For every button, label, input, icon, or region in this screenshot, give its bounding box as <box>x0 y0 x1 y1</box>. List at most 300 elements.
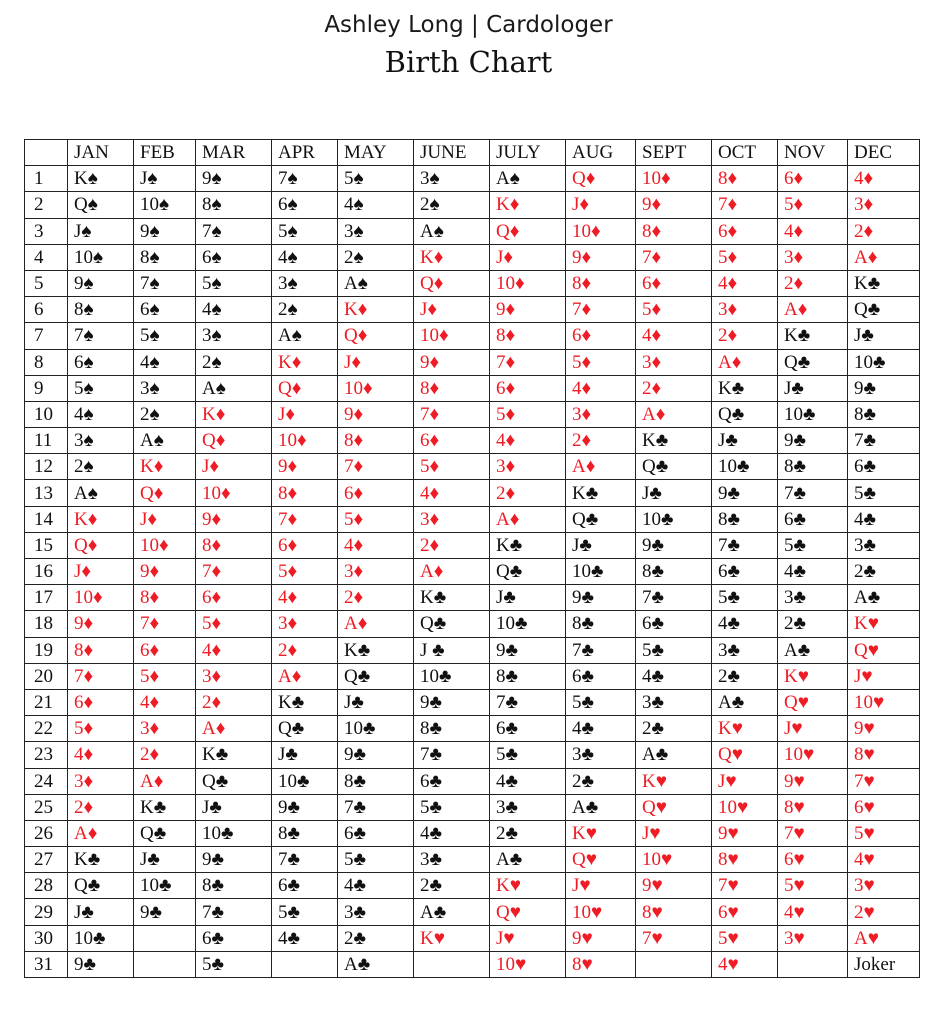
card-cell: 6♠ <box>68 349 134 375</box>
card-cell: K♣ <box>490 532 566 558</box>
card-cell: 10♥ <box>712 794 778 820</box>
day-number: 14 <box>25 506 68 532</box>
card-cell: 8♦ <box>490 323 566 349</box>
card-cell: 4♠ <box>134 349 196 375</box>
card-cell: J♥ <box>490 925 566 951</box>
card-cell: Q♦ <box>490 218 566 244</box>
day-number: 13 <box>25 480 68 506</box>
card-cell: 5♣ <box>338 847 414 873</box>
day-number: 29 <box>25 899 68 925</box>
card-cell: A♣ <box>778 637 848 663</box>
card-cell: 5♣ <box>272 899 338 925</box>
card-cell: 8♥ <box>848 742 920 768</box>
card-cell: 9♣ <box>566 585 636 611</box>
day-number: 24 <box>25 768 68 794</box>
card-cell: 8♥ <box>636 899 712 925</box>
card-cell: 3♣ <box>848 532 920 558</box>
card-cell: 9♦ <box>414 349 490 375</box>
card-cell: 7♥ <box>712 873 778 899</box>
card-cell: 7♦ <box>490 349 566 375</box>
card-cell <box>272 951 338 977</box>
card-cell: 2♦ <box>778 270 848 296</box>
card-cell: 7♣ <box>196 899 272 925</box>
card-cell: 6♦ <box>134 637 196 663</box>
card-cell: K♣ <box>272 689 338 715</box>
card-cell: 3♦ <box>778 244 848 270</box>
card-cell: K♥ <box>848 611 920 637</box>
card-cell: Q♣ <box>848 297 920 323</box>
card-cell: 7♣ <box>848 428 920 454</box>
card-cell: 4♥ <box>778 899 848 925</box>
card-cell: 4♦ <box>712 270 778 296</box>
card-cell: 5♦ <box>566 349 636 375</box>
card-cell: J♣ <box>636 480 712 506</box>
card-cell: K♦ <box>134 454 196 480</box>
card-cell: 3♦ <box>848 192 920 218</box>
card-cell: 5♦ <box>712 244 778 270</box>
card-cell: 8♣ <box>196 873 272 899</box>
month-header: JAN <box>68 140 134 166</box>
card-cell: J♦ <box>134 506 196 532</box>
card-cell: Q♣ <box>196 768 272 794</box>
card-cell: 5♦ <box>272 559 338 585</box>
card-cell: 4♣ <box>636 663 712 689</box>
card-cell: J♣ <box>68 899 134 925</box>
card-cell: 5♣ <box>566 689 636 715</box>
card-cell: 7♦ <box>712 192 778 218</box>
table-row <box>25 166 920 192</box>
card-cell: 4♦ <box>272 585 338 611</box>
table-row <box>25 820 920 846</box>
month-header: NOV <box>778 140 848 166</box>
card-cell: Q♣ <box>490 559 566 585</box>
card-cell: 2♦ <box>636 375 712 401</box>
card-cell: 6♠ <box>272 192 338 218</box>
card-cell: Q♣ <box>272 716 338 742</box>
card-cell: 2♥ <box>848 899 920 925</box>
table-row <box>25 454 920 480</box>
card-cell: 10♣ <box>414 663 490 689</box>
card-cell: 10♦ <box>68 585 134 611</box>
card-cell: 10♣ <box>636 506 712 532</box>
card-cell: 9♣ <box>490 637 566 663</box>
card-cell: 3♠ <box>272 270 338 296</box>
table-row <box>25 899 920 925</box>
card-cell: 8♣ <box>272 820 338 846</box>
card-cell: 2♦ <box>414 532 490 558</box>
day-number: 30 <box>25 925 68 951</box>
corner-cell <box>25 140 68 166</box>
card-cell: 5♦ <box>414 454 490 480</box>
card-cell: 6♣ <box>338 820 414 846</box>
card-cell: 4♣ <box>272 925 338 951</box>
card-cell: 10♣ <box>490 611 566 637</box>
card-cell: A♦ <box>272 663 338 689</box>
card-cell: K♥ <box>712 716 778 742</box>
day-number: 7 <box>25 323 68 349</box>
card-cell: 2♦ <box>566 428 636 454</box>
table-row <box>25 506 920 532</box>
card-cell: 7♣ <box>566 637 636 663</box>
day-number: 19 <box>25 637 68 663</box>
card-cell: K♣ <box>68 847 134 873</box>
card-cell: 6♣ <box>712 559 778 585</box>
card-cell: A♠ <box>196 375 272 401</box>
card-cell: 2♦ <box>490 480 566 506</box>
card-cell: 7♣ <box>338 794 414 820</box>
day-number: 27 <box>25 847 68 873</box>
card-cell: 3♦ <box>134 716 196 742</box>
day-number: 11 <box>25 428 68 454</box>
table-row <box>25 663 920 689</box>
card-cell: 6♣ <box>636 611 712 637</box>
card-cell: 4♦ <box>848 166 920 192</box>
card-cell: 3♣ <box>778 585 848 611</box>
day-number: 20 <box>25 663 68 689</box>
card-cell: 7♣ <box>490 689 566 715</box>
card-cell: 9♠ <box>68 270 134 296</box>
card-cell: 7♠ <box>272 166 338 192</box>
card-cell: A♦ <box>68 820 134 846</box>
card-cell: 8♦ <box>272 480 338 506</box>
card-cell: A♠ <box>490 166 566 192</box>
card-cell: J♦ <box>566 192 636 218</box>
card-cell: J♥ <box>712 768 778 794</box>
card-cell: A♦ <box>338 611 414 637</box>
card-cell: 4♦ <box>196 637 272 663</box>
card-cell: 4♥ <box>848 847 920 873</box>
card-cell: 4♣ <box>414 820 490 846</box>
day-number: 3 <box>25 218 68 244</box>
card-cell: A♦ <box>848 244 920 270</box>
card-cell: 5♠ <box>272 218 338 244</box>
card-cell: 7♦ <box>68 663 134 689</box>
card-cell: 6♥ <box>778 847 848 873</box>
card-cell: 10♦ <box>636 166 712 192</box>
day-number: 21 <box>25 689 68 715</box>
card-cell: 7♦ <box>134 611 196 637</box>
card-cell: J♦ <box>68 559 134 585</box>
card-cell: 6♣ <box>848 454 920 480</box>
card-cell: 3♣ <box>566 742 636 768</box>
card-cell: J♦ <box>414 297 490 323</box>
card-cell: 10♠ <box>68 244 134 270</box>
card-cell: 10♥ <box>848 689 920 715</box>
card-cell: 10♦ <box>196 480 272 506</box>
card-cell: 3♣ <box>490 794 566 820</box>
card-cell: 2♦ <box>338 585 414 611</box>
card-cell: K♣ <box>134 794 196 820</box>
card-cell: 8♠ <box>68 297 134 323</box>
card-cell: Q♥ <box>636 794 712 820</box>
table-row <box>25 873 920 899</box>
card-cell: 4♠ <box>338 192 414 218</box>
card-cell: Q♦ <box>134 480 196 506</box>
card-cell: 5♠ <box>196 270 272 296</box>
card-cell: 8♦ <box>636 218 712 244</box>
table-row <box>25 951 920 977</box>
card-cell: 5♣ <box>414 794 490 820</box>
table-row <box>25 585 920 611</box>
card-cell: 2♠ <box>338 244 414 270</box>
card-cell: 5♦ <box>490 401 566 427</box>
card-cell: 4♦ <box>338 532 414 558</box>
card-cell: 8♦ <box>68 637 134 663</box>
card-cell: 4♣ <box>778 559 848 585</box>
card-cell: 10♣ <box>566 559 636 585</box>
card-cell: 7♥ <box>778 820 848 846</box>
card-cell: Q♥ <box>490 899 566 925</box>
card-cell: 7♥ <box>636 925 712 951</box>
card-cell: J♣ <box>134 847 196 873</box>
card-cell: 8♠ <box>196 192 272 218</box>
card-cell: J♣ <box>490 585 566 611</box>
card-cell: 10♠ <box>134 192 196 218</box>
card-cell: 5♥ <box>778 873 848 899</box>
card-cell: A♠ <box>338 270 414 296</box>
card-cell: J♣ <box>848 323 920 349</box>
card-cell: 8♣ <box>566 611 636 637</box>
card-cell: 10♣ <box>848 349 920 375</box>
card-cell: 3♠ <box>414 166 490 192</box>
card-cell: 9♦ <box>134 559 196 585</box>
card-cell: 9♥ <box>848 716 920 742</box>
card-cell: Q♦ <box>566 166 636 192</box>
card-cell: J♥ <box>848 663 920 689</box>
card-cell: J♣ <box>778 375 848 401</box>
card-cell: 8♦ <box>414 375 490 401</box>
card-cell: 2♣ <box>566 768 636 794</box>
card-cell: K♣ <box>636 428 712 454</box>
day-number: 9 <box>25 375 68 401</box>
card-cell: Q♦ <box>196 428 272 454</box>
card-cell: 9♦ <box>68 611 134 637</box>
table-row <box>25 559 920 585</box>
card-cell: 10♥ <box>566 899 636 925</box>
card-cell: A♣ <box>338 951 414 977</box>
card-cell: A♣ <box>490 847 566 873</box>
card-cell: 3♦ <box>68 768 134 794</box>
card-cell: 4♦ <box>490 428 566 454</box>
card-cell: 2♠ <box>196 349 272 375</box>
card-cell: 3♦ <box>566 401 636 427</box>
day-number: 16 <box>25 559 68 585</box>
card-cell: 9♦ <box>338 401 414 427</box>
card-cell: 7♠ <box>68 323 134 349</box>
card-cell: 8♣ <box>778 454 848 480</box>
card-cell: 2♣ <box>848 559 920 585</box>
card-cell: K♦ <box>272 349 338 375</box>
card-cell: 8♥ <box>778 794 848 820</box>
card-cell: 2♦ <box>196 689 272 715</box>
card-cell: 6♦ <box>272 532 338 558</box>
day-number: 4 <box>25 244 68 270</box>
card-cell: 9♥ <box>778 768 848 794</box>
card-cell <box>636 951 712 977</box>
card-cell: 5♣ <box>712 585 778 611</box>
card-cell: 9♦ <box>490 297 566 323</box>
page-title: Birth Chart <box>384 45 553 79</box>
table-row <box>25 323 920 349</box>
month-header: FEB <box>134 140 196 166</box>
card-cell: 4♥ <box>712 951 778 977</box>
card-cell: 5♠ <box>134 323 196 349</box>
card-cell: Q♠ <box>68 192 134 218</box>
month-header: AUG <box>566 140 636 166</box>
card-cell: J♠ <box>134 166 196 192</box>
card-cell: 3♦ <box>490 454 566 480</box>
card-cell: A♣ <box>712 689 778 715</box>
card-cell: K♣ <box>196 742 272 768</box>
card-cell: 8♣ <box>414 716 490 742</box>
card-cell: 10♣ <box>196 820 272 846</box>
card-cell: 7♠ <box>196 218 272 244</box>
card-cell: 8♥ <box>566 951 636 977</box>
card-cell: J♣ <box>566 532 636 558</box>
card-cell: 2♣ <box>414 873 490 899</box>
card-cell: 9♣ <box>134 899 196 925</box>
card-cell: Q♥ <box>566 847 636 873</box>
card-cell: Q♣ <box>566 506 636 532</box>
card-cell: 9♦ <box>272 454 338 480</box>
card-cell: J ♣ <box>414 637 490 663</box>
card-cell: Q♥ <box>712 742 778 768</box>
card-cell: 6♦ <box>196 585 272 611</box>
card-cell: 8♠ <box>134 244 196 270</box>
card-cell: A♦ <box>566 454 636 480</box>
card-cell: 7♠ <box>134 270 196 296</box>
table-row <box>25 794 920 820</box>
card-cell: Q♦ <box>68 532 134 558</box>
card-cell: 6♣ <box>778 506 848 532</box>
card-cell: 5♣ <box>778 532 848 558</box>
card-cell: 10♦ <box>338 375 414 401</box>
day-number: 10 <box>25 401 68 427</box>
card-cell: 4♦ <box>68 742 134 768</box>
card-cell: 10♣ <box>68 925 134 951</box>
card-cell: 10♦ <box>566 218 636 244</box>
table-row <box>25 401 920 427</box>
card-cell: 9♠ <box>196 166 272 192</box>
card-cell: 9♣ <box>848 375 920 401</box>
card-cell: 7♣ <box>272 847 338 873</box>
card-cell: 7♦ <box>338 454 414 480</box>
day-number: 15 <box>25 532 68 558</box>
card-cell: J♦ <box>338 349 414 375</box>
card-cell: 10♥ <box>490 951 566 977</box>
card-cell: Q♣ <box>414 611 490 637</box>
card-cell: 6♣ <box>414 768 490 794</box>
card-cell: K♣ <box>566 480 636 506</box>
day-number: 17 <box>25 585 68 611</box>
card-cell: K♣ <box>414 585 490 611</box>
card-cell <box>414 951 490 977</box>
card-cell: 5♠ <box>338 166 414 192</box>
card-cell: K♦ <box>338 297 414 323</box>
card-cell: A♣ <box>636 742 712 768</box>
card-cell: 2♦ <box>68 794 134 820</box>
card-cell: 6♥ <box>848 794 920 820</box>
table-row <box>25 637 920 663</box>
card-cell: 2♠ <box>414 192 490 218</box>
card-cell: 2♣ <box>712 663 778 689</box>
table-row <box>25 532 920 558</box>
card-cell: K♠ <box>68 166 134 192</box>
month-header: MAR <box>196 140 272 166</box>
card-cell: 5♣ <box>196 951 272 977</box>
month-header: DEC <box>848 140 920 166</box>
card-cell: 3♦ <box>338 559 414 585</box>
card-cell: 9♣ <box>272 794 338 820</box>
card-cell: 9♥ <box>636 873 712 899</box>
card-cell: 5♥ <box>712 925 778 951</box>
table-row <box>25 768 920 794</box>
card-cell: 9♣ <box>636 532 712 558</box>
card-cell: 7♦ <box>272 506 338 532</box>
card-cell: 5♦ <box>338 506 414 532</box>
card-cell: 5♦ <box>636 297 712 323</box>
card-cell: 6♦ <box>68 689 134 715</box>
card-cell: Q♣ <box>338 663 414 689</box>
card-cell: 4♣ <box>338 873 414 899</box>
card-cell: 3♠ <box>134 375 196 401</box>
card-cell: 3♥ <box>778 925 848 951</box>
card-cell: 3♠ <box>68 428 134 454</box>
card-cell: K♣ <box>338 637 414 663</box>
card-cell: 2♦ <box>712 323 778 349</box>
card-cell: 7♣ <box>636 585 712 611</box>
table-row <box>25 689 920 715</box>
card-cell: J♣ <box>272 742 338 768</box>
card-cell: 2♣ <box>338 925 414 951</box>
card-cell: 5♦ <box>778 192 848 218</box>
card-cell: 5♠ <box>68 375 134 401</box>
card-cell: Joker <box>848 951 920 977</box>
card-cell: 9♦ <box>636 192 712 218</box>
card-cell: 5♦ <box>68 716 134 742</box>
card-cell: 4♦ <box>778 218 848 244</box>
card-cell: 2♣ <box>636 716 712 742</box>
table-row <box>25 297 920 323</box>
card-cell: J♣ <box>712 428 778 454</box>
card-cell: 2♠ <box>134 401 196 427</box>
card-cell: K♣ <box>848 270 920 296</box>
card-cell <box>778 951 848 977</box>
card-cell: 10♦ <box>490 270 566 296</box>
card-cell: 2♣ <box>778 611 848 637</box>
card-cell: 4♦ <box>134 689 196 715</box>
day-number: 22 <box>25 716 68 742</box>
card-cell: 4♠ <box>272 244 338 270</box>
birth-chart-table <box>24 139 920 978</box>
card-cell: Q♦ <box>338 323 414 349</box>
card-cell: 8♦ <box>338 428 414 454</box>
card-cell: 7♦ <box>636 244 712 270</box>
card-cell: 6♦ <box>712 218 778 244</box>
card-cell: 4♣ <box>712 611 778 637</box>
card-cell: K♦ <box>490 192 566 218</box>
card-cell: 7♦ <box>566 297 636 323</box>
card-cell: 9♠ <box>134 218 196 244</box>
month-header: SEPT <box>636 140 712 166</box>
card-cell: 2♦ <box>134 742 196 768</box>
card-cell: 9♣ <box>196 847 272 873</box>
card-cell: 10♥ <box>778 742 848 768</box>
day-number: 2 <box>25 192 68 218</box>
card-cell: 8♦ <box>134 585 196 611</box>
table-row <box>25 349 920 375</box>
month-header: MAY <box>338 140 414 166</box>
